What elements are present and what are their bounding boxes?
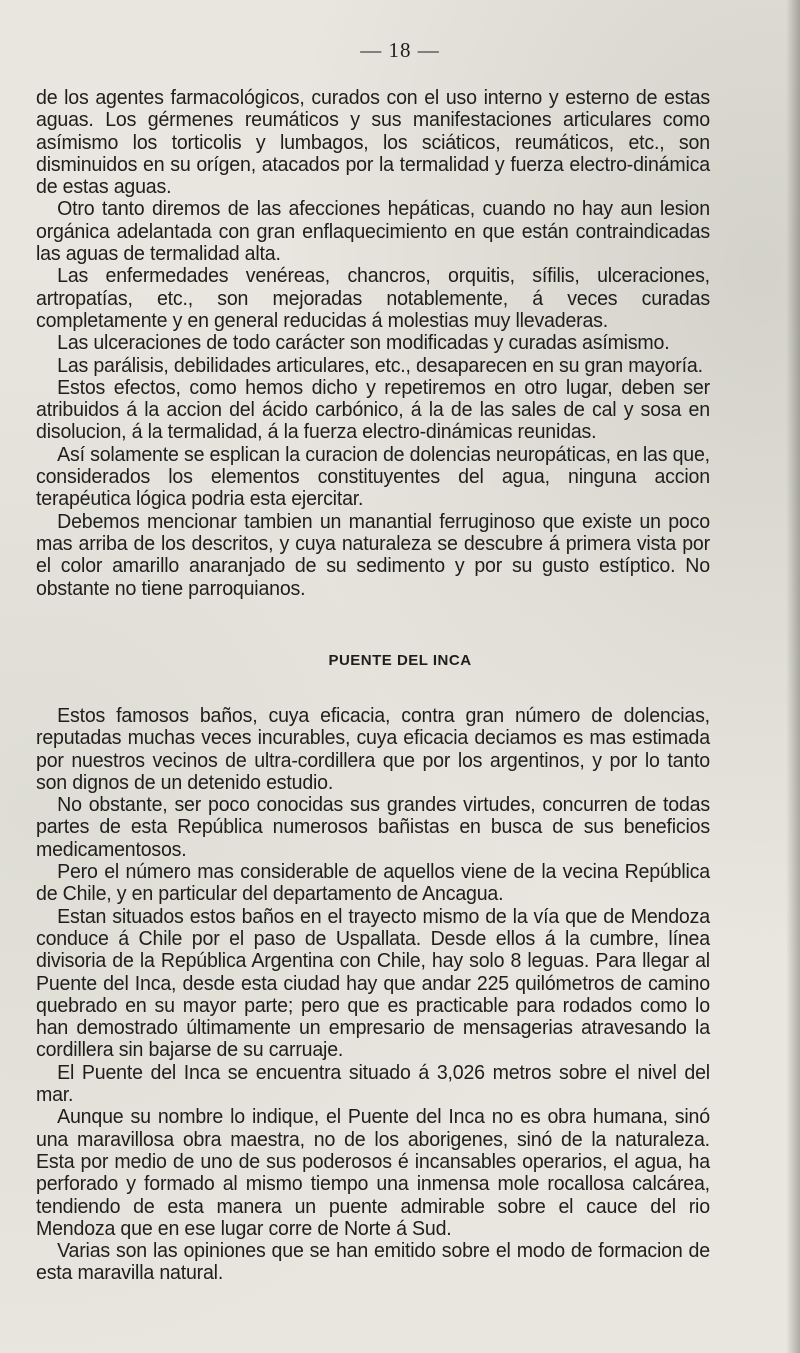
paragraph: Estos famosos baños, cuya eficacia, contra gran número de dolencias, reputadas muchas veces incurables, cuya eficacia deciamos es mas estimada por nuestros vecinos de ultra-cordillera que por los argentinos, y por lo tanto son dignos de un detenido estudio. — [36, 705, 710, 794]
paragraph: Las parálisis, debilidades articulares, etc., desaparecen en su gran mayoría. — [57, 354, 703, 377]
section-title: PUENTE DEL INCA — [328, 652, 472, 669]
text-block-continuation — [36, 87, 710, 600]
page-number: — 18 — — [360, 38, 440, 62]
paragraph: Las enfermedades venéreas, chancros, orquitis, sífilis, ulceraciones, artropatías, etc., son mejoradas notablemente, á veces curadas completamente y en general reducidas á molestias muy llevaderas. — [36, 265, 710, 332]
paragraph: Varias son las opiniones que se han emitido sobre el modo de formacion de esta maravilla natural. — [36, 1240, 710, 1285]
paragraph: Estan situados estos baños en el trayecto mismo de la vía que de Mendoza conduce á Chile por el paso de Uspallata. Desde ellos á la cumbre, línea divisoria de la República Argentina con Chile, hay solo 8 leguas. Para llegar al Puente del Inca, desde esta ciudad hay que andar 225 quilómetros de camino quebrado en su mayor parte; pero que es practicable para rodados como lo han demostrado últimamente un empresario de mensagerias atravesando la cordillera sin bajarse de su carruaje. — [36, 905, 710, 1062]
paragraph: El Puente del Inca se encuentra situado á 3,026 metros sobre el nivel del mar. — [36, 1061, 710, 1107]
paragraph: No obstante, ser poco conocidas sus grandes virtudes, concurren de todas partes de esta República numerosos bañistas en busca de sus beneficios medicamentosos. — [36, 794, 710, 861]
paragraph: Así solamente se esplican la curacion de dolencias neuropáticas, en las que, considerados los elementos constituyentes del agua, ninguna accion terapéutica lógica podria esta ejercitar. — [36, 443, 710, 511]
paragraph: Aunque su nombre lo indique, el Puente del Inca no es obra humana, sinó una maravillosa obra maestra, no de los aborigenes, sinó de la naturaleza. Esta por medio de uno de sus poderosos é incansables operarios, el agua, ha perforado y formado al mismo tiempo una inmensa mole rocallosa calcárea, tendiendo de esta manera un puente admirable sobre el cauce del rio Mendoza que en ese lugar corre de Norte á Sud. — [36, 1106, 710, 1240]
paragraph: Las ulceraciones de todo carácter son modificadas y curadas asímismo. — [57, 332, 670, 355]
paragraph: Estos efectos, como hemos dicho y repetiremos en otro lugar, deben ser atribuidos á la accion del ácido carbónico, á la de las sales de cal y sosa en disolucion, á la termalidad, á la fuerza electro-dinámicas reunidas. — [36, 376, 710, 444]
paragraph: de los agentes farmacológicos, curados con el uso interno y esterno de estas aguas. Los gérmenes reumáticos y sus manifestaciones articulares como asímismo los torticolis y lumbagos, los sciáticos, reumáticos, etc., son disminuidos en su orígen, atacados por la termalidad y fuerza electro-dinámica de estas aguas. — [36, 87, 710, 199]
paragraph: Debemos mencionar tambien un manantial ferruginoso que existe un poco mas arriba de los descritos, y cuya naturaleza se descubre á primera vista por el color amarillo anaranjado de su sedimento y por su gusto estíptico. No obstante no tiene parroquianos. — [36, 510, 710, 600]
text-block-puente-del-inca — [36, 705, 710, 1285]
paragraph: Pero el número mas considerable de aquellos viene de la vecina República de Chile, y en particular del departamento de Ancagua. — [36, 861, 710, 906]
page-edge-shadow — [786, 0, 800, 1353]
paragraph: Otro tanto diremos de las afecciones hepáticas, cuando no hay aun lesion orgánica adelantada con gran enflaquecimiento en que están contraindicadas las aguas de termalidad alta. — [36, 198, 710, 266]
